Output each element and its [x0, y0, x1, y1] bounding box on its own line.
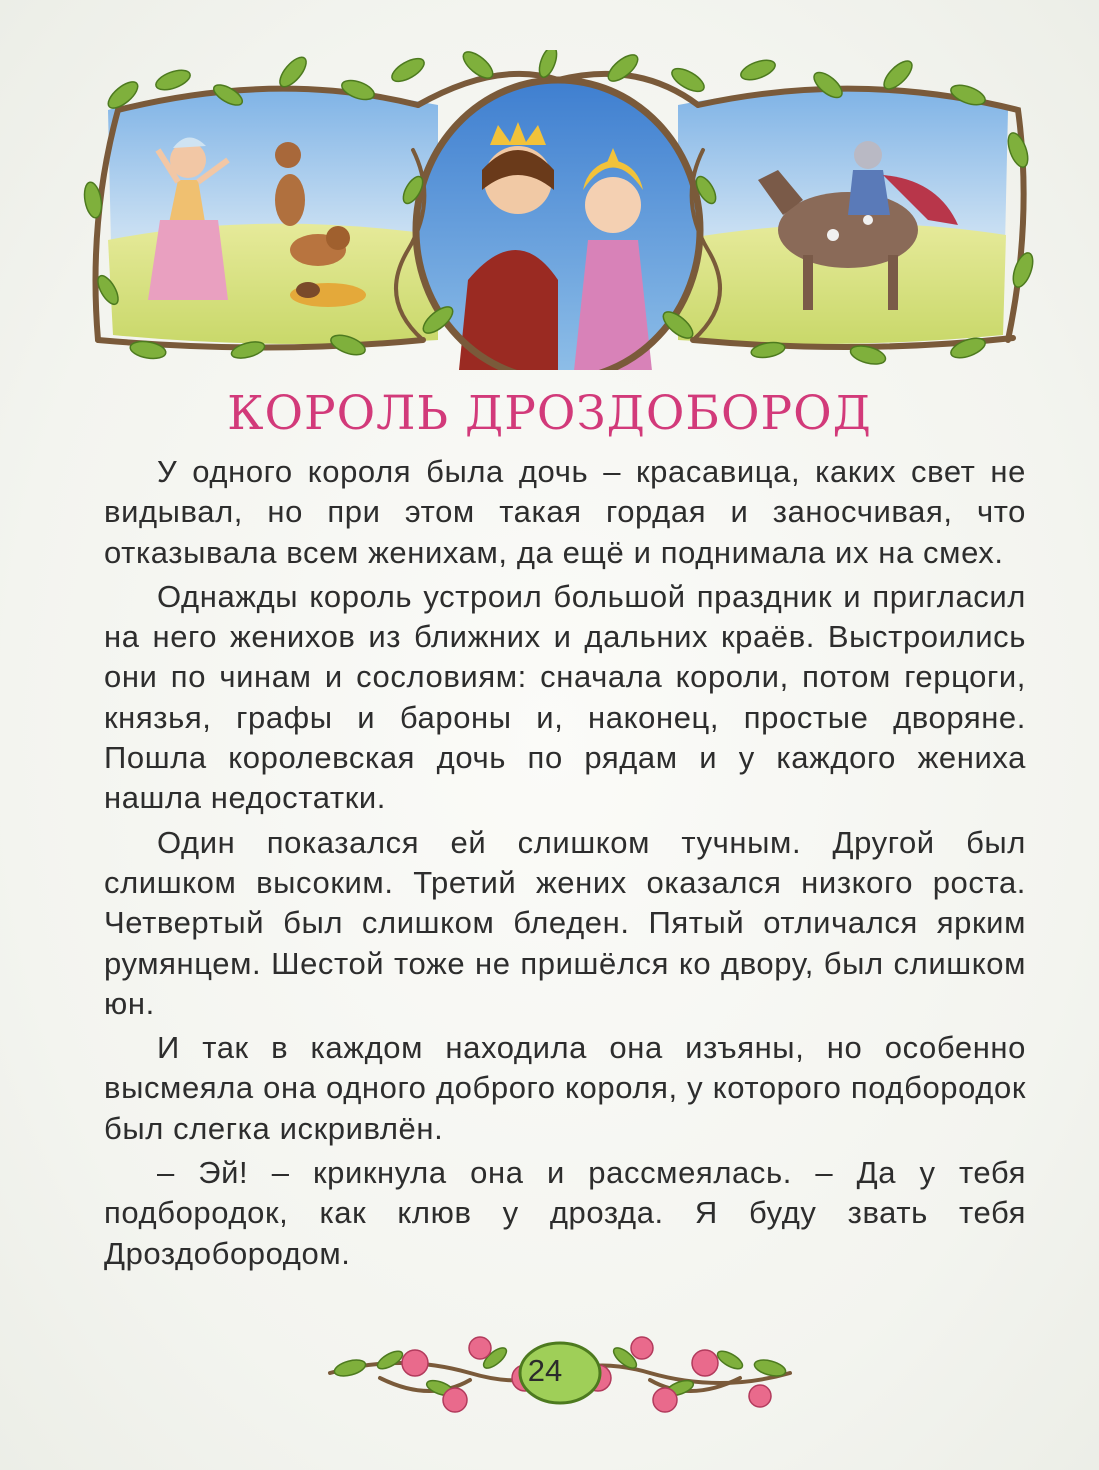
paragraph: Один показался ей слишком тучным. Другой был слишком высоким. Третий жених оказался низкого роста. Четвертый был слишком бледен. Пятый отличался ярким румянцем. Шестой тоже не пришёлся ко двору, был слишком юн. — [104, 824, 1026, 1021]
header-illustration — [78, 50, 1036, 370]
page-number: 24 — [527, 1353, 563, 1388]
right-scene — [678, 89, 1008, 344]
paragraph: У одного короля была дочь – красавица, каких свет не видывал, но при этом такая гордая и заносчивая, что отказывала всем женихам, да ещё и поднимала их на смех. — [104, 454, 1026, 570]
story-body — [104, 452, 1026, 1278]
left-scene — [108, 89, 438, 344]
paragraph: И так в каждом находила она изъяны, но особенно высмеяла она одного доброго короля, у которого подбородок был слегка искривлён. — [104, 1030, 1026, 1146]
story-title: КОРОЛЬ ДРОЗДОБОРОД — [227, 386, 872, 441]
paragraph: – Эй! – крикнула она и рассмеялась. – Да у тебя подбородок, как клюв у дрозда. Я буду звать тебя Дроздобородом. — [104, 1155, 1026, 1271]
paragraph: Однажды король устроил большой праздник и пригласил на него женихов из ближних и дальних краёв. Выстроились они по чинам и сословиям: сначала короли, потом герцоги, князья, графы и бароны и, наконец, простые дворяне. Пошла королевская дочь по рядам и у каждого жениха нашла недостатки. — [104, 578, 1026, 816]
